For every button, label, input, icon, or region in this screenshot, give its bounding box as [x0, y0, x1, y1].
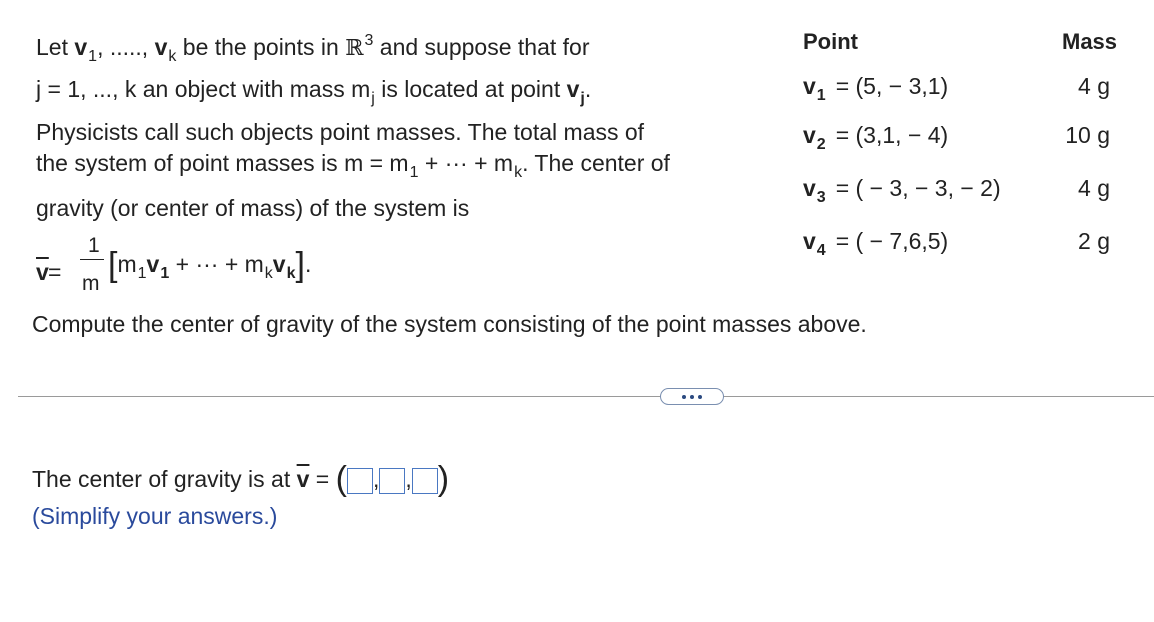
answer-input-z[interactable]	[412, 468, 438, 494]
mass-row-3: 4 g	[1078, 175, 1110, 201]
compute-instruction: Compute the center of gravity of the system consisting of the point masses above.	[32, 311, 867, 337]
problem-line-4: the system of point masses is $m = m_1$ + ··· + $m_k$. The center of	[36, 150, 670, 181]
mass-row-4: 2 g	[1078, 228, 1110, 254]
problem-line-2: j = 1, ..., k an object with mass $m_j$ is located at point $v_j$.	[36, 76, 592, 107]
fraction-numerator: 1	[88, 234, 100, 257]
mass-row-1: 4 g	[1078, 73, 1110, 99]
problem-line-3: Physicists call such objects point masses. The total mass of	[36, 119, 645, 145]
simplify-hint: (Simplify your answers.)	[32, 503, 278, 529]
point-row-4: $v_4$ = ( − 7,6,5)	[803, 228, 949, 259]
header-point: Point	[803, 29, 858, 54]
formula-body: [$m_1v_1$ + ··· + $m_kv_k$].	[108, 246, 312, 284]
mass-row-2: 10 g	[1065, 122, 1110, 148]
problem-line-5: gravity (or center of mass) of the system is	[36, 195, 470, 221]
point-row-3: $v_3$ = ( − 3, − 3, − 2)	[803, 175, 1001, 206]
problem-line-1: Let $v_1$, ....., $v_k$ be the points in ℝ$^3$ and suppose that for	[36, 32, 590, 65]
point-row-1: $v_1 = (5$, − 3,1)	[803, 73, 949, 104]
formula-equals: =	[48, 259, 62, 285]
section-divider	[18, 396, 1154, 397]
point-row-2: $v_2 = (3,1$, − 4)	[803, 122, 949, 153]
header-mass: Mass	[1062, 29, 1118, 54]
answer-input-y[interactable]	[379, 468, 405, 494]
answer-line: The center of gravity is at $\overline{v}$ = ( , , )	[32, 460, 450, 498]
answer-v-bar: $\overline{v}$	[296, 466, 310, 492]
answer-prompt: The center of gravity is at	[32, 466, 297, 492]
fraction-denominator: m	[82, 272, 100, 295]
center-of-gravity-formula	[36, 232, 396, 302]
fraction-bar	[80, 259, 104, 260]
expand-more-button[interactable]	[660, 388, 724, 405]
answer-input-x[interactable]	[347, 468, 373, 494]
ellipsis-icon	[682, 395, 686, 399]
v-bar: $\overline{v}$	[36, 259, 49, 285]
